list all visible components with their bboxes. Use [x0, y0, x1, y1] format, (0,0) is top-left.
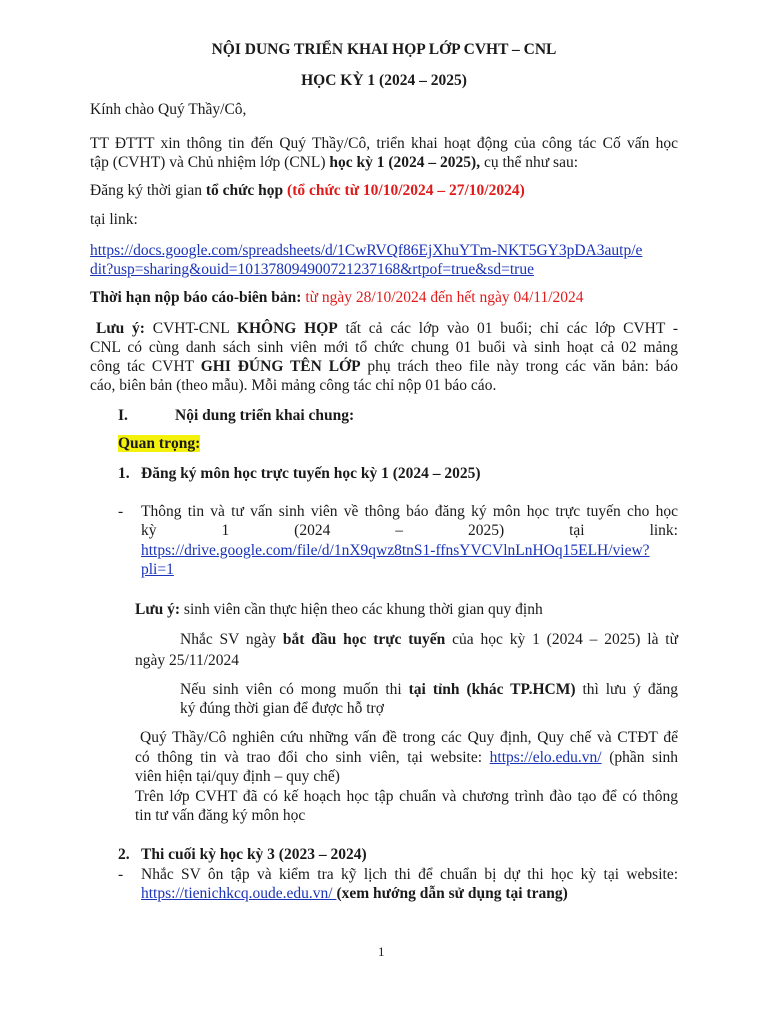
register-dates: (tổ chức từ 10/10/2024 – 27/10/2024)	[283, 182, 525, 199]
intro-text: tập (CVHT) và Chủ nhiệm lớp (CNL)	[90, 154, 330, 171]
item-2-guide: (xem hướng dẫn sử dụng tại trang)	[336, 885, 568, 902]
remind-text-b: của học kỳ 1 (2024 – 2025) là từ	[445, 631, 679, 648]
research-line-3: viên hiện tại/quy định – quy chế)	[135, 768, 340, 785]
note1-text-b: tất cả các lớp vào 01 buổi; chỉ các lớp CVHT -	[337, 320, 679, 337]
research-line-5: tin tư vấn đăng ký môn học	[135, 807, 306, 824]
title-line-2: HỌC KỲ 1 (2024 – 2025)	[301, 72, 467, 89]
research-text-a: có thông tin và trao đổi cho sinh viên, tại website:	[135, 749, 490, 766]
intro-tail: cụ thể như sau:	[480, 154, 579, 171]
intro-semester: học kỳ 1 (2024 – 2025),	[329, 154, 481, 171]
deadline-dates: từ ngày 28/10/2024 đến hết ngày 04/11/2024	[301, 289, 584, 306]
note2-label: Lưu ý:	[135, 601, 181, 618]
item-2-line-1: Nhắc SV ôn tập và kiểm tra kỹ lịch thi để chuẩn bị dự thi học kỳ tại website:	[141, 866, 678, 883]
page-number: 1	[378, 944, 385, 959]
research-line-4: Trên lớp CVHT đã có kế hoạch học tập chuẩn và chương trình đào tạo để có thông	[135, 788, 678, 805]
drive-link-line-2[interactable]: pli=1	[141, 561, 174, 578]
province-bold: tại tỉnh (khác TP.HCM)	[408, 681, 576, 698]
item-1-dash: -	[118, 503, 124, 520]
remind-bold: bắt đầu học trực tuyến	[282, 631, 446, 648]
research-text-b: (phần sinh	[601, 749, 678, 766]
drive-link-line-1[interactable]: https://drive.google.com/file/d/1nX9qwz8tnS1-ffnsYVCVlnLnHOq15ELH/view?	[141, 542, 650, 559]
important-highlight: Quan trọng:	[118, 435, 201, 452]
note1-text-a: CVHT-CNL	[144, 320, 237, 337]
at-link-label: tại link:	[90, 211, 138, 228]
remind-line-2: ngày 25/11/2024	[135, 652, 240, 669]
sheet-link-line-1[interactable]: https://docs.google.com/spreadsheets/d/1CwRVQf86EjXhuYTm-NKT5GY3pDA3autp/e	[90, 242, 643, 259]
note1-line-3	[90, 357, 678, 377]
register-line	[90, 181, 525, 201]
item-2-title: Thi cuối kỳ học kỳ 3 (2023 – 2024)	[141, 846, 367, 863]
province-text-b: thì lưu ý đăng	[575, 681, 679, 698]
intro-line-2	[90, 153, 578, 173]
item-1-title: Đăng ký môn học trực tuyến học kỳ 1 (2024 – 2025)	[141, 465, 481, 482]
item-2-line-2	[141, 884, 568, 904]
item-1-line-2: kỳ 1 (2024 – 2025) tại link:	[141, 522, 678, 539]
province-text-a: Nếu sinh viên có mong muốn thi	[180, 681, 409, 698]
item-2-dash: -	[118, 866, 124, 883]
item-1-number: 1.	[118, 465, 130, 482]
note1-line-2: CNL có cùng danh sách sinh viên mới tổ chức chung 01 buổi và sinh hoạt cả 02 mảng	[90, 339, 678, 356]
remind-text-a: Nhắc SV ngày	[180, 631, 283, 648]
register-text: Đăng ký thời gian	[90, 182, 206, 199]
section-1-title: Nội dung triển khai chung:	[175, 407, 355, 424]
elo-link[interactable]: https://elo.edu.vn/	[489, 749, 602, 766]
province-line-2: ký đúng thời gian để được hỗ trợ	[180, 700, 384, 717]
greeting: Kính chào Quý Thầy/Cô,	[90, 101, 247, 118]
register-bold: tổ chức họp	[205, 182, 284, 199]
sheet-link-line-2[interactable]: dit?usp=sharing&ouid=101378094900721237168&rtpof=true&sd=true	[90, 261, 534, 278]
note2-text: sinh viên cần thực hiện theo các khung thời gian quy định	[180, 601, 543, 618]
province-line-1	[180, 680, 678, 700]
remind-line-1	[180, 630, 678, 650]
note1-label: Lưu ý:	[96, 320, 145, 337]
note1-text-c: công tác CVHT	[90, 358, 201, 375]
note1-class-name: GHI ĐÚNG TÊN LỚP	[200, 358, 361, 375]
note1-line-1	[96, 319, 678, 339]
tienich-link[interactable]: https://tienichkcq.oude.edu.vn/	[141, 885, 337, 902]
important-label	[118, 434, 200, 454]
deadline-label: Thời hạn nộp báo cáo-biên bản:	[90, 289, 302, 306]
deadline-line	[90, 288, 584, 308]
note1-text-d: phụ trách theo file này trong các văn bản: báo	[360, 358, 678, 375]
note1-no-meeting: KHÔNG HỌP	[236, 320, 338, 337]
item-2-number: 2.	[118, 846, 130, 863]
item-1-line-1: Thông tin và tư vấn sinh viên về thông báo đăng ký môn học trực tuyến cho học	[141, 503, 678, 520]
research-line-1: Quý Thầy/Cô nghiên cứu những vấn đề trong các Quy định, Quy chế và CTĐT để	[140, 729, 678, 746]
research-line-2	[135, 748, 678, 768]
note1-line-4: cáo, biên bản (theo mẫu). Mỗi mảng công tác chỉ nộp 01 báo cáo.	[90, 377, 497, 394]
section-1-number: I.	[118, 407, 128, 424]
intro-line-1: TT ĐTTT xin thông tin đến Quý Thầy/Cô, triển khai hoạt động của công tác Cố vấn học	[90, 135, 678, 152]
note2-line	[135, 600, 543, 620]
title-line-1: NỘI DUNG TRIỂN KHAI HỌP LỚP CVHT – CNL	[211, 41, 557, 58]
